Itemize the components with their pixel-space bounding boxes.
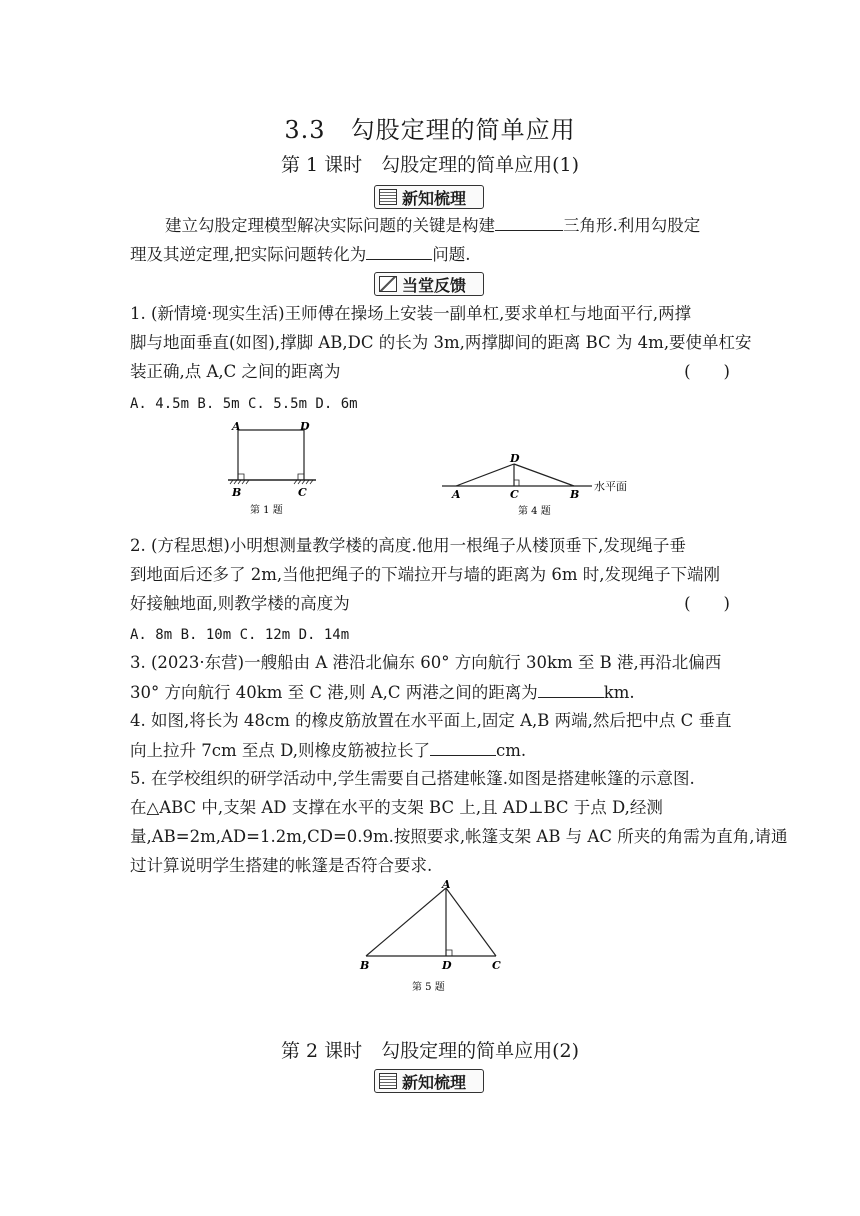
blank-1[interactable] — [495, 214, 563, 231]
book-icon — [379, 189, 397, 205]
fig5-caption: 第 5 题 — [412, 982, 445, 993]
lesson1-title: 第 1 课时 勾股定理的简单应用(1) — [280, 154, 580, 176]
fig5-label-D: D — [442, 959, 452, 972]
fig5-label-C: C — [492, 959, 501, 972]
q2-line-1: 2. (方程思想)小明想测量教学楼的高度.他用一根绳子从楼顶垂下,发现绳子垂 — [130, 536, 686, 555]
intro-line-1: 建立勾股定理模型解决实际问题的关键是构建 三角形.利用勾股定 — [165, 216, 701, 235]
q2-answer-paren[interactable]: ( ) — [684, 594, 730, 613]
figure-5 — [352, 878, 512, 996]
q4-line-2: 向上拉升 7cm 至点 D,则橡皮筋被拉长了 cm. — [130, 741, 527, 760]
q4-line-1: 4. 如图,将长为 48cm 的橡皮筋放置在水平面上,固定 A,B 两端,然后把中点 C 垂直 — [130, 711, 732, 730]
q5-line-2: 在△ABC 中,支架 AD 支撑在水平的支架 BC 上,且 AD⊥BC 于点 D,经测 — [130, 798, 663, 817]
fig1-label-C: C — [298, 486, 307, 499]
badge-new-knowledge: 新知梳理 — [374, 185, 484, 209]
fig4-caption: 第 4 题 — [518, 506, 551, 517]
q5-line-4: 过计算说明学生搭建的帐篷是否符合要求. — [130, 856, 433, 875]
q1-answer-paren[interactable]: ( ) — [684, 362, 730, 381]
q1-line-2: 脚与地面垂直(如图),撑脚 AB,DC 的长为 3m,两撑脚间的距离 BC 为 4m,要使单杠安 — [130, 333, 752, 352]
fig1-caption: 第 1 题 — [250, 505, 283, 516]
q5-line-3: 量,AB=2m,AD=1.2m,CD=0.9m.按照要求,帐篷支架 AB 与 AC 所夹的角需为直角,请通 — [130, 827, 788, 846]
fig4-label-B: B — [570, 488, 580, 501]
fig1-label-A: A — [232, 420, 241, 433]
fig4-label-C: C — [510, 488, 519, 501]
book-icon — [379, 1073, 397, 1089]
q1-line-3: 装正确,点 A,C 之间的距离为 ( ) — [130, 362, 730, 381]
fig1-label-D: D — [300, 420, 310, 433]
q5-line-1: 5. 在学校组织的研学活动中,学生需要自己搭建帐篷.如图是搭建帐篷的示意图. — [130, 769, 695, 788]
lesson2-title: 第 2 课时 勾股定理的简单应用(2) — [280, 1040, 580, 1062]
q3-blank[interactable] — [538, 681, 604, 698]
figure-1 — [220, 418, 330, 518]
q2-options: A. 8m B. 10m C. 12m D. 14m — [130, 627, 350, 643]
blank-2[interactable] — [366, 243, 432, 260]
badge-new-knowledge-2: 新知梳理 — [374, 1069, 484, 1093]
badge-feedback: 当堂反馈 — [374, 272, 484, 296]
fig4-label-D: D — [510, 452, 520, 465]
q3-line-2: 30° 方向航行 40km 至 C 港,则 A,C 两港之间的距离为 km. — [130, 683, 635, 702]
q1-line-1: 1. (新情境·现实生活)王师傅在操场上安装一副单杠,要求单杠与地面平行,两撑 — [130, 304, 692, 323]
fig1-label-B: B — [232, 486, 242, 499]
fig5-label-A: A — [442, 878, 451, 891]
fig5-label-B: B — [360, 959, 370, 972]
q1-options: A. 4.5m B. 5m C. 5.5m D. 6m — [130, 396, 358, 412]
figure-4 — [440, 448, 650, 518]
fig4-label-A: A — [452, 488, 461, 501]
q2-line-2: 到地面后还多了 2m,当他把绳子的下端拉开与墙的距离为 6m 时,发现绳子下端刚 — [130, 565, 721, 584]
q3-line-1: 3. (2023·东营)一艘船由 A 港沿北偏东 60° 方向航行 30km 至 B 港,再沿北偏西 — [130, 653, 722, 672]
pen-icon — [379, 276, 397, 292]
intro-line-2: 理及其逆定理,把实际问题转化为 问题. — [130, 245, 471, 264]
section-title: 3.3 勾股定理的简单应用 — [284, 116, 576, 144]
q4-blank[interactable] — [430, 739, 496, 756]
fig4-label-horizontal: 水平面 — [594, 480, 627, 493]
q2-line-3: 好接触地面,则教学楼的高度为 ( ) — [130, 594, 730, 613]
